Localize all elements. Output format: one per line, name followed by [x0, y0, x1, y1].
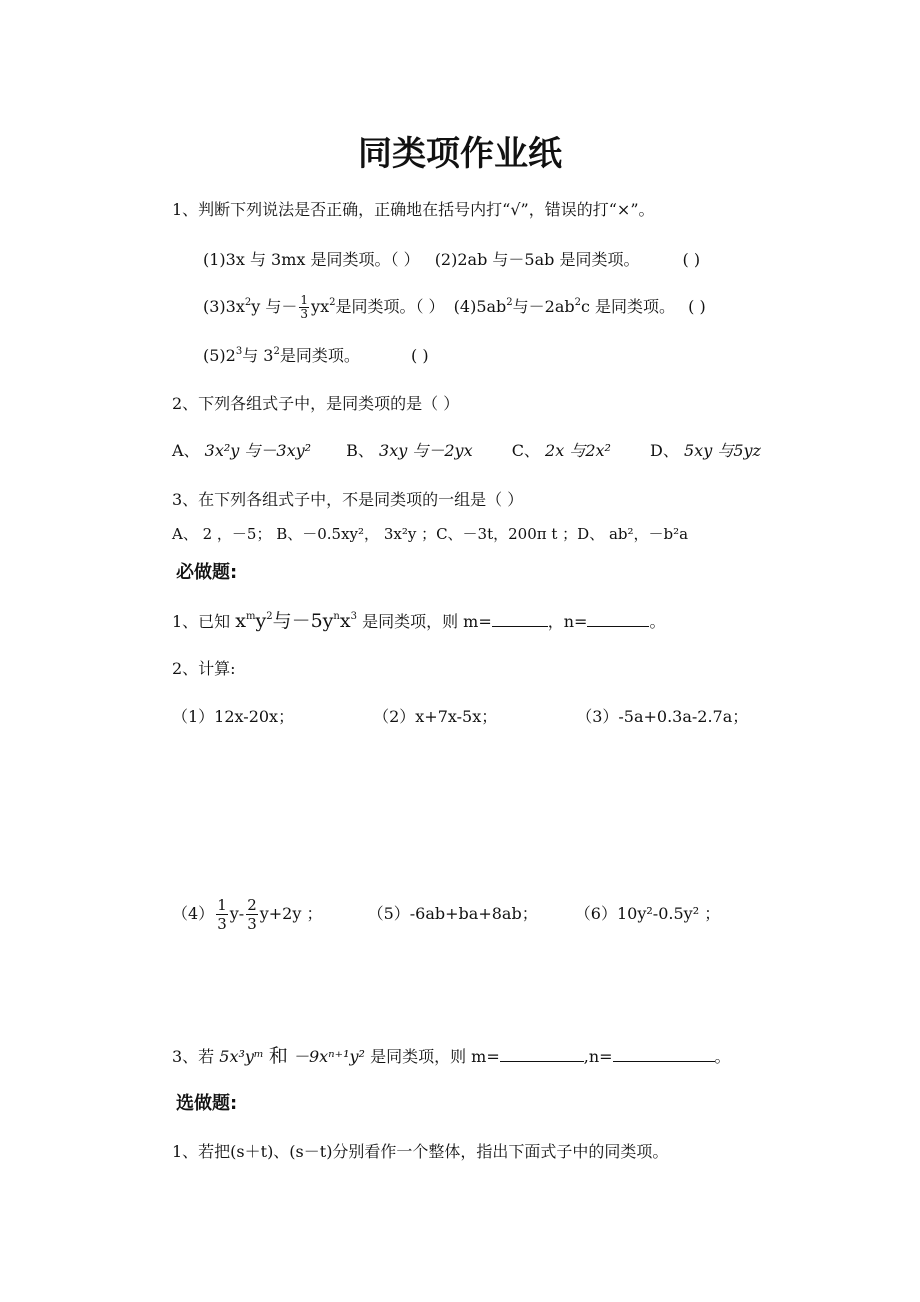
required-q3-pre: 3、若: [172, 1047, 215, 1066]
exp-m: m: [246, 610, 256, 622]
fraction-numerator: 1: [300, 293, 309, 307]
var-x: x: [235, 610, 246, 632]
q1-stem: 1、判断下列说法是否正确，正确地在括号内打“√”，错误的打“×”。: [172, 200, 655, 219]
fraction-denominator: 3: [217, 915, 227, 933]
exp: 3: [235, 345, 243, 357]
calc-2: （2）x+7x-5x；: [373, 707, 498, 726]
calc-3: （3）-5a+0.3a-2.7a；: [576, 707, 749, 726]
q1-item-3-pre: (3)3x: [203, 297, 245, 316]
q1-item-4-pre: (4)5ab: [453, 297, 507, 316]
var-y: y: [255, 610, 267, 632]
required-q1-end: 。: [649, 612, 666, 631]
exp: 2: [506, 296, 513, 308]
required-q1-post: 是同类项，则 m=: [362, 612, 492, 631]
q1-item-4-post: c 是同类项。: [581, 297, 676, 316]
q2-option-b-expr: 3xy 与－2yx: [379, 441, 473, 460]
exp-3: 3: [350, 610, 357, 622]
q2-option-d-label: D、: [650, 441, 679, 460]
exp: 2: [574, 296, 581, 308]
fraction-denominator: 3: [247, 915, 257, 933]
fraction-denominator: 3: [300, 307, 309, 321]
calc-4-fraction-2: [246, 896, 258, 933]
answer-blank-m[interactable]: [500, 1047, 584, 1062]
q1-item-2: (2)2ab 与－5ab 是同类项。: [434, 250, 640, 269]
required-q3-end: 。: [714, 1047, 731, 1066]
q1-item-4-mid: 与－2ab: [512, 297, 575, 316]
q2-option-b-label: B、: [346, 441, 374, 460]
section-optional-heading: 选做题:: [176, 1093, 238, 1114]
answer-blank-n[interactable]: [587, 612, 649, 627]
exp-n: n: [333, 610, 340, 622]
exp: 2: [329, 296, 336, 308]
q1-item-5-post: 是同类项。: [279, 346, 360, 365]
answer-blank-m[interactable]: [492, 612, 548, 627]
q1-item-2-paren: ( ): [682, 250, 701, 269]
required-q2-row2: [172, 896, 720, 933]
exp-2: 2: [266, 610, 273, 622]
q1-item-1: (1)3x 与 3mx 是同类项。（ ）: [203, 250, 420, 269]
required-q1-pre: 1、已知: [172, 612, 231, 631]
required-q3-post: 是同类项，则 m=: [370, 1047, 500, 1066]
calc-6-label: （6）: [574, 904, 617, 923]
calc-4-fraction-1: [216, 896, 228, 933]
required-q1: [172, 611, 665, 632]
q2-option-d-expr: 5xy 与5yz: [683, 441, 761, 460]
required-q1-n-label: ，n=: [547, 612, 588, 631]
exp: 2: [273, 345, 280, 357]
calc-1: （1）12x-20x；: [172, 707, 295, 726]
q3-stem: 3、在下列各组式子中，不是同类项的一组是（ ）: [172, 490, 524, 509]
optional-q1: 1、若把(s＋t)、(s－t)分别看作一个整体，指出下面式子中的同类项。: [172, 1142, 669, 1161]
required-q3-n-label: ,n=: [583, 1047, 613, 1066]
q2-option-a-expr: 3x²y 与－3xy²: [204, 441, 312, 460]
q1-item-3-fraction: [299, 294, 309, 321]
required-q2-stem: 2、计算:: [172, 659, 236, 678]
q2-stem: 2、下列各组式子中，是同类项的是（ ）: [172, 394, 460, 413]
exp: 2: [244, 296, 252, 308]
fraction-numerator: 1: [217, 896, 227, 914]
var-x2: x: [339, 610, 351, 632]
q3-options: A、 2 ，－5； B、－0.5xy²， 3x²y ；C、－3t，200π t ；D、 ab²，－b²a: [172, 525, 689, 543]
q1-row1: [203, 250, 700, 270]
required-q1-expr: [235, 610, 357, 632]
required-q1-mid: 与－5y: [272, 610, 334, 632]
q1-item-3-var: yx: [311, 297, 330, 316]
section-required-heading: 必做题:: [176, 562, 238, 583]
q2-options: [172, 441, 761, 461]
q1-item-3-mid: y 与－: [251, 297, 298, 316]
required-q3-expr-2: －9xⁿ⁺¹y²: [292, 1047, 365, 1066]
calc-5: （5）-6ab+ba+8ab；: [367, 904, 538, 923]
calc-4-mid: y-: [229, 904, 245, 923]
calc-4-label: （4）: [172, 904, 215, 923]
required-q2-row1: [172, 707, 748, 727]
q1-item-5-pre: (5)2: [203, 346, 236, 365]
q1-row3: [203, 346, 429, 366]
q1-item-3-post: 是同类项。（ ）: [335, 297, 445, 316]
q2-option-c-label: C、: [511, 441, 540, 460]
q1-item-5-paren: ( ): [410, 346, 429, 365]
q1-item-5-mid: 与 3: [242, 346, 274, 365]
required-q3-expr-1: 5x³yᵐ: [219, 1047, 264, 1066]
q2-option-a-label: A、: [172, 441, 200, 460]
fraction-numerator: 2: [247, 896, 257, 914]
q1-row2: [203, 294, 706, 321]
page-title: 同类项作业纸: [358, 134, 562, 174]
q2-option-c-expr: 2x 与2x²: [545, 441, 611, 460]
required-q3-and: 和: [268, 1045, 288, 1067]
calc-4-end: y+2y ；: [259, 904, 323, 923]
required-q3: [172, 1046, 731, 1067]
answer-blank-n[interactable]: [613, 1047, 715, 1062]
calc-6-expr: 10y²-0.5y² ；: [616, 904, 721, 923]
q1-item-4-paren: ( ): [688, 297, 706, 316]
